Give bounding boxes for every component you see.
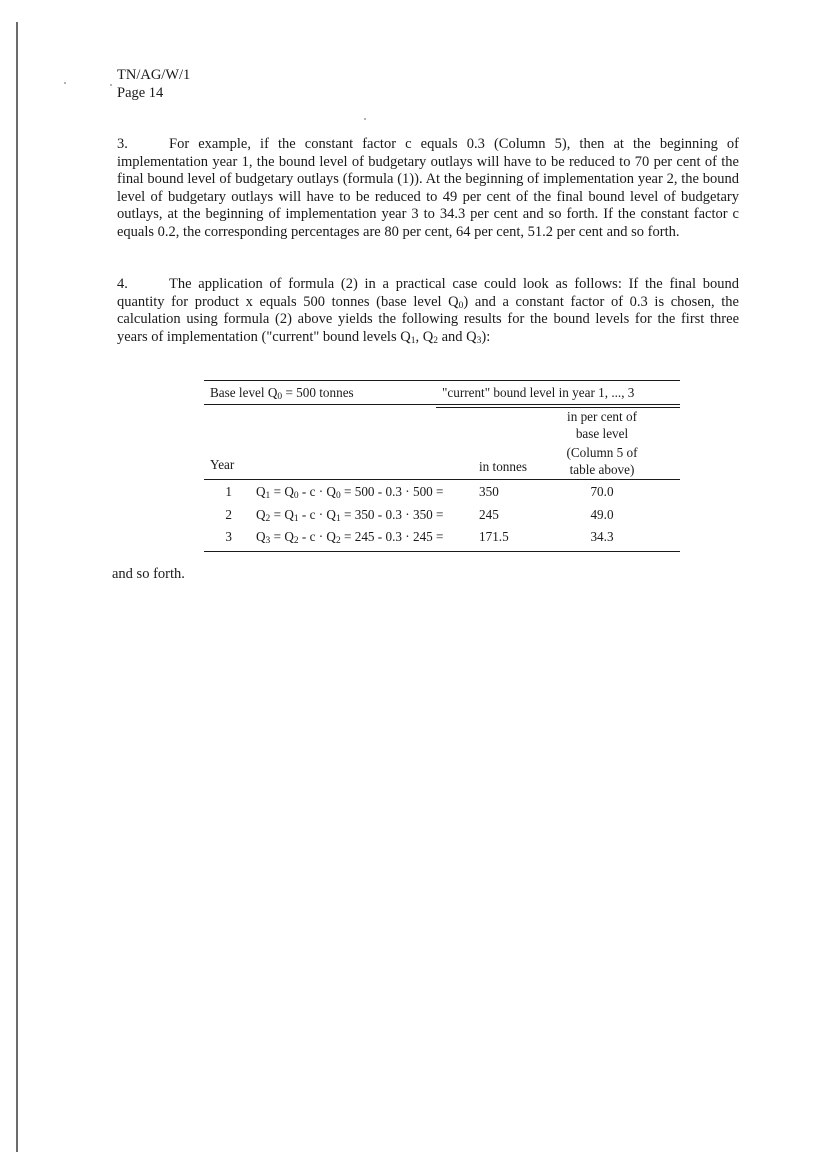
formula-cell: $Q_3 = Q_2 - c \cdot Q_2 = 245 - 0.3 \cdot 245$ = [256, 529, 444, 546]
formula-text: Q [284, 507, 294, 522]
closing-text: and so forth. [112, 566, 185, 582]
document-header [117, 66, 190, 102]
paragraph-text: , Q [415, 328, 434, 345]
subscript: 2 [433, 335, 438, 346]
scan-speck [364, 118, 366, 120]
paragraph-3 [117, 136, 739, 242]
page-number: Page 14 [117, 85, 164, 101]
document-symbol: TN/AG/W/1 [117, 67, 191, 83]
paragraph-number: 4. [117, 276, 128, 292]
formula-cell: $Q_1 = Q_0 - c \cdot Q_0 = 500 - 0.3 \cdot 500$ = [256, 484, 444, 501]
subscript: 0 [335, 491, 341, 501]
subscript: 0 [293, 491, 299, 501]
formula-text: - c · Q [298, 507, 336, 522]
formula-text: = 350 - 0.3 · 350 = [340, 507, 444, 522]
subscript: 2 [335, 536, 341, 546]
subscript: 3 [476, 335, 482, 346]
subscript: 2 [293, 536, 299, 546]
year-cell: 3 [225, 529, 232, 544]
header-line: base level [575, 426, 629, 441]
formula-text: = 245 - 0.3 · 245 = [340, 529, 444, 544]
table-row [204, 484, 680, 500]
subscript: 2 [265, 514, 271, 524]
table-rule [204, 380, 680, 381]
year-cell: 2 [225, 507, 232, 522]
bound-levels-table [204, 380, 680, 552]
tonnes-cell: 171.5 [479, 529, 509, 544]
paragraph-text: The application of formula (2) in a practical case could look as follows: If the final bound quantity for product x equals 500 tonnes (base level Q [117, 276, 739, 310]
subscript: 1 [335, 514, 341, 524]
percent-column-header [554, 408, 650, 478]
paragraph-4 [117, 276, 739, 346]
formula-cell: $Q_2 = Q_1 - c \cdot Q_1 = 350 - 0.3 \cdot 350$ = [256, 507, 444, 524]
page-scan-edge [16, 22, 18, 1152]
formula-text: Q [256, 529, 266, 544]
header-line: table above) [569, 462, 635, 477]
table-rule [204, 479, 680, 480]
percent-cell: 49.0 [590, 507, 614, 522]
formula-text: - c · Q [298, 529, 336, 544]
paragraph-text: and Q [437, 328, 477, 345]
year-column-header: Year [210, 457, 235, 472]
paragraph-text: ) and a constant factor of 0.3 is chosen, the calculation using formula (2) above yields the following results for the bound levels for the first three years of implementation ("current" bound levels Q [117, 293, 739, 345]
header-line: (Column 5 of [566, 445, 638, 460]
formula-text: Q [256, 484, 266, 499]
subscript: 3 [265, 536, 271, 546]
tonnes-column-header: in tonnes [479, 459, 527, 474]
subscript: 0 [458, 300, 464, 311]
table-row [204, 529, 680, 545]
year-cell: 1 [225, 484, 232, 499]
subscript: 1 [265, 491, 271, 501]
current-bound-level-header: "current" bound level in year 1, ..., 3 [442, 385, 635, 400]
subscript: 0 [277, 392, 283, 402]
formula-text: Q [284, 484, 294, 499]
subscript: 1 [293, 514, 299, 524]
table-rule [204, 404, 680, 405]
percent-cell: 70.0 [590, 484, 614, 499]
formula-text: Q [256, 507, 266, 522]
paragraph-text: ): [481, 328, 491, 345]
header-line: in per cent of [567, 409, 637, 424]
base-level-header [210, 385, 354, 401]
header-text: Base level Q [210, 385, 278, 400]
formula-text: - c · Q [298, 484, 336, 499]
percent-cell: 34.3 [590, 529, 614, 544]
table-row [204, 507, 680, 523]
formula-text: = 500 - 0.3 · 500 = [340, 484, 444, 499]
scan-speck [110, 84, 112, 86]
tonnes-cell: 245 [479, 507, 499, 522]
header-text: = 500 tonnes [282, 385, 354, 400]
paragraph-number: 3. [117, 136, 128, 152]
scan-speck [64, 82, 66, 84]
formula-text: Q [284, 529, 294, 544]
tonnes-cell: 350 [479, 484, 499, 499]
subscript: 1 [410, 335, 416, 346]
paragraph-text: For example, if the constant factor c equals 0.3 (Column 5), then at the beginning of implementation year 1, the bound level of budgetary outlays will have to be reduced to 70 per cent of the final bound level of budgetary outlays (formula (1)). At the beginning of implementation year 2, the bound level of budgetary outlays will have to be reduced to 49 per cent of the final bound level of budgetary outlays, at the beginning of implementation year 3 to 34.3 per cent and so forth. If the constant factor c equals 0.2, the corresponding percentages are 80 per cent, 64 per cent, 51.2 per cent and so forth. [117, 136, 739, 240]
table-rule [204, 551, 680, 552]
